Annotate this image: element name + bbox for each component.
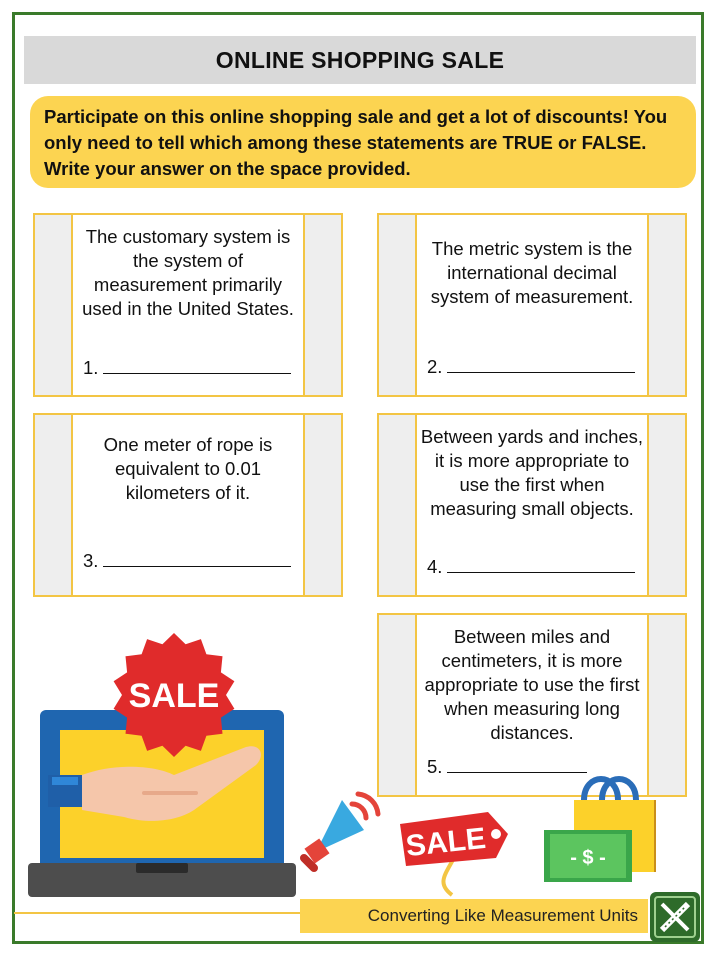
statement-number: 4. [427,556,443,577]
statement-card-2 [377,213,687,397]
instructions-text: Participate on this online shopping sale and get a lot of discounts! You only need to tell which among these statements are TRUE or FALSE. Write your answer on the space provided. [44,106,668,179]
footer-banner [300,899,648,933]
instructions-box [30,96,696,188]
statement-text: Between miles and centimeters, it is more appropriate to use the first when measuring long distances. [424,626,640,743]
card-tab-left [379,415,417,595]
footer-text: Converting Like Measurement Units [367,906,638,925]
answer-field[interactable] [427,556,635,578]
card-tab-right [647,215,685,395]
footer-line [14,912,304,914]
statement-text: The metric system is the international decimal system of measurement. [430,238,634,307]
answer-blank[interactable] [103,550,291,567]
money-icon [544,830,632,882]
answer-blank[interactable] [103,357,291,374]
statement-number: 1. [83,357,99,378]
statement-number: 2. [427,356,443,377]
laptop-icon [24,625,314,905]
answer-field[interactable] [83,357,291,379]
card-tab-right [647,415,685,595]
svg-text:SALE: SALE [128,677,220,715]
card-tab-left [379,615,417,795]
statement-card-3 [33,413,343,597]
statement-card-1 [33,213,343,397]
answer-field[interactable] [83,550,291,572]
card-tab-right [303,415,341,595]
card-tab-right [303,215,341,395]
svg-text:- $ -: - $ - [570,847,606,869]
card-tab-left [35,415,73,595]
answer-blank[interactable] [447,356,635,373]
card-tab-left [379,215,417,395]
ruler-pencil-logo-icon [650,892,700,942]
statement-number: 3. [83,550,99,571]
answer-field[interactable] [427,356,635,378]
card-tab-right [647,615,685,795]
answer-blank[interactable] [447,556,635,573]
shopping-bag-icon [540,770,662,890]
megaphone-icon [292,780,392,880]
title-bar [24,36,696,84]
statement-text: One meter of rope is equivalent to 0.01 kilometers of it. [103,434,273,503]
statement-text: Between yards and inches, it is more appropriate to use the first when measuring small objects. [420,426,644,519]
page-title: ONLINE SHOPPING SALE [215,46,505,73]
svg-text:SALE: SALE [404,821,488,864]
card-tab-left [35,215,73,395]
sale-tag-icon [392,800,522,900]
statement-card-4 [377,413,687,597]
statement-text: The customary system is the system of measurement primarily used in the United States. [82,226,294,319]
statement-number: 5. [427,756,443,777]
